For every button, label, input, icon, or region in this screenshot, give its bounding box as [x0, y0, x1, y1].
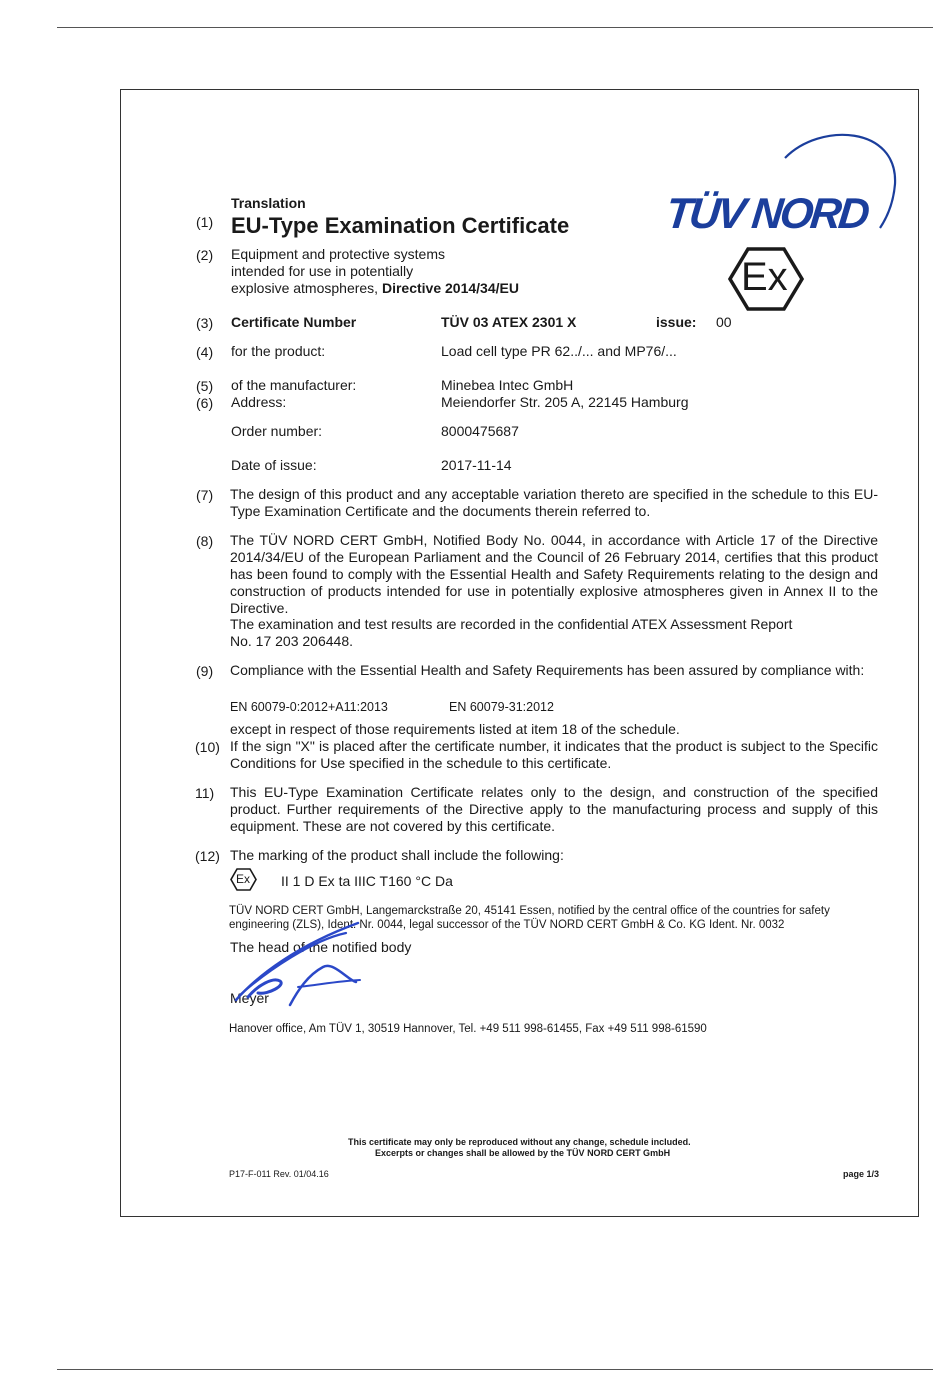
- ex-symbol-text: Ex: [741, 255, 788, 299]
- date-of-issue-label: Date of issue:: [231, 457, 317, 473]
- paragraph-7: The design of this product and any acceptable variation thereto are specified in the schedule to this EU-Type Examination Certificate and the documents therein referred to.: [230, 486, 878, 519]
- head-of-body-label: The head of the notified body: [230, 939, 412, 955]
- signature-image: [228, 915, 368, 1010]
- address-label: Address:: [231, 394, 287, 410]
- date-of-issue-value: 2017-11-14: [441, 457, 512, 473]
- paragraph-12: The marking of the product shall include the following:: [230, 847, 564, 863]
- issue-value: 00: [716, 314, 732, 330]
- reproduction-notice-line-2: Excerpts or changes shall be allowed by the TÜV NORD CERT GmbH: [375, 1148, 671, 1158]
- equipment-line-2: intended for use in potentially: [231, 263, 414, 279]
- paragraph-9: Compliance with the Essential Health and Safety Requirements has been assured by compliance with:: [230, 662, 865, 678]
- item-number-12: (12): [195, 848, 220, 864]
- item-number-3: (3): [196, 315, 214, 331]
- item-number-6: (6): [196, 395, 214, 411]
- order-number-label: Order number:: [231, 423, 323, 439]
- paragraph-8: The TÜV NORD CERT GmbH, Notified Body No. 0044, in accordance with Article 17 of the Directive 2014/34/EU of the European Parliament and the Council of 26 February 2014, certifies that this product has been found to comply with the Essential Health and Safety Requirements relating to the design and construction of products intended for use in potentially explosive atmospheres given in Annex II to the Directive.: [230, 532, 878, 616]
- item-number-10: (10): [195, 739, 220, 755]
- address-value: Meiendorfer Str. 205 A, 22145 Hamburg: [441, 394, 689, 410]
- page-title: EU-Type Examination Certificate: [231, 213, 570, 238]
- item-number-1: (1): [196, 214, 214, 230]
- reproduction-notice-line-1: This certificate may only be reproduced without any change, schedule included.: [348, 1137, 691, 1147]
- certificate-number-value: TÜV 03 ATEX 2301 X: [441, 314, 577, 330]
- item-number-8: (8): [196, 533, 214, 549]
- translation-label: Translation: [231, 195, 306, 211]
- standard-2: EN 60079-31:2012: [449, 700, 554, 714]
- certificate-number-label: Certificate Number: [231, 314, 357, 330]
- item-number-4: (4): [196, 344, 214, 360]
- item-number-5: (5): [196, 378, 214, 394]
- paragraph-11: This EU-Type Examination Certificate relates only to the design, and construction of the specified product. Further requirements of the Directive apply to the manufacturing process and supply of this equipment. These are not covered by this certificate.: [230, 784, 878, 834]
- notified-body-statement: TÜV NORD CERT GmbH, Langemarckstraße 20, 45141 Essen, notified by the central office of the countries for safety engineering (ZLS), Ident. Nr. 0044, legal successor of the TÜV NORD CERT GmbH & Co. KG Ident. Nr. 0032: [229, 905, 830, 931]
- paragraph-8-report-line-2: No. 17 203 206448.: [230, 633, 353, 649]
- item-number-7: (7): [196, 487, 214, 503]
- paragraph-8-report-line-1: The examination and test results are recorded in the confidential ATEX Assessment Report: [230, 616, 793, 632]
- paragraph-10: If the sign "X" is placed after the certificate number, it indicates that the product is subject to the Specific Conditions for Use specified in the schedule to this certificate.: [230, 738, 878, 771]
- directive-label: Directive 2014/34/EU: [381, 280, 519, 296]
- logo-text: TÜV NORD: [663, 190, 870, 238]
- bottom-rule: [57, 1369, 933, 1370]
- paragraph-9-exception: except in respect of those requirements listed at item 18 of the schedule.: [230, 721, 680, 737]
- equipment-line-3: [231, 280, 519, 297]
- order-number-value: 8000475687: [441, 423, 519, 439]
- item-number-2: (2): [196, 247, 214, 263]
- signer-name: Meyer: [230, 990, 269, 1006]
- item-number-9: (9): [196, 663, 214, 679]
- form-id: P17-F-011 Rev. 01/04.16: [229, 1169, 329, 1179]
- marking-code: II 1 D Ex ta IIIC T160 °C Da: [281, 873, 453, 889]
- item-number-11: 11): [195, 785, 215, 801]
- ex-symbol: [728, 247, 804, 311]
- marking-ex-symbol: [230, 868, 257, 891]
- standard-1: EN 60079-0:2012+A11:2013: [230, 700, 388, 714]
- product-label: for the product:: [231, 343, 326, 359]
- equipment-line-1: Equipment and protective systems: [231, 246, 445, 262]
- manufacturer-label: of the manufacturer:: [231, 377, 357, 393]
- top-rule: [57, 27, 933, 28]
- page-number: page 1/3: [843, 1169, 880, 1179]
- equipment-line-3-prefix: explosive atmospheres,: [231, 280, 379, 296]
- issue-label: issue:: [656, 314, 697, 330]
- product-value: Load cell type PR 62../... and MP76/...: [441, 343, 677, 359]
- manufacturer-value: Minebea Intec GmbH: [441, 377, 574, 393]
- hanover-office: Hanover office, Am TÜV 1, 30519 Hannover, Tel. +49 511 998-61455, Fax +49 511 998-61590: [229, 1023, 707, 1035]
- marking-ex-text: Ex: [236, 872, 251, 886]
